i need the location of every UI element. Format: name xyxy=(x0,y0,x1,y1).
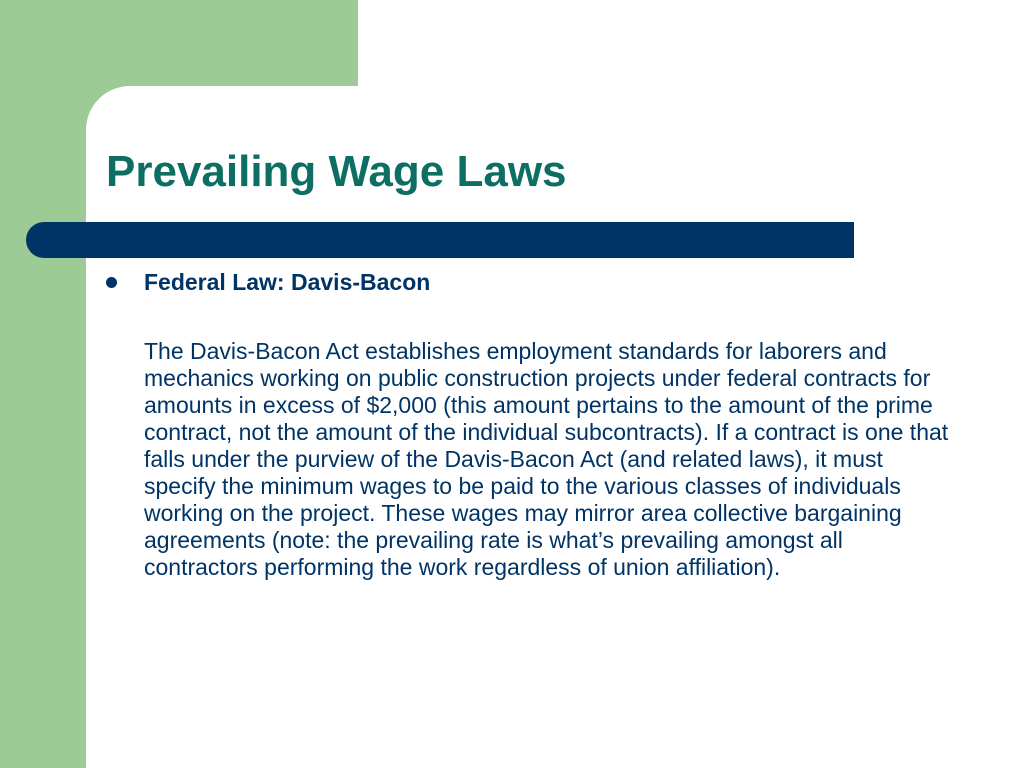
title-underline-bar xyxy=(26,222,854,258)
bullet-body-text: The Davis-Bacon Act establishes employment standards for laborers and mechanics working on public construction projects under federal contracts for amounts in excess of $2,000 (this amount pertains to the amount of the prime contract, not the amount of the individual subcontracts). If a contract is one that falls under the purview of the Davis-Bacon Act (and related laws), it must specify the minimum wages to be paid to the various classes of individuals working on the project. These wages may mirror area collective bargaining agreements (note: the prevailing rate is what’s prevailing amongst all contractors performing the work regardless of union affiliation). xyxy=(144,338,949,580)
bullet-dot-icon xyxy=(106,277,117,288)
slide-title: Prevailing Wage Laws xyxy=(106,147,567,196)
bullet-heading: Federal Law: Davis-Bacon xyxy=(144,269,431,295)
